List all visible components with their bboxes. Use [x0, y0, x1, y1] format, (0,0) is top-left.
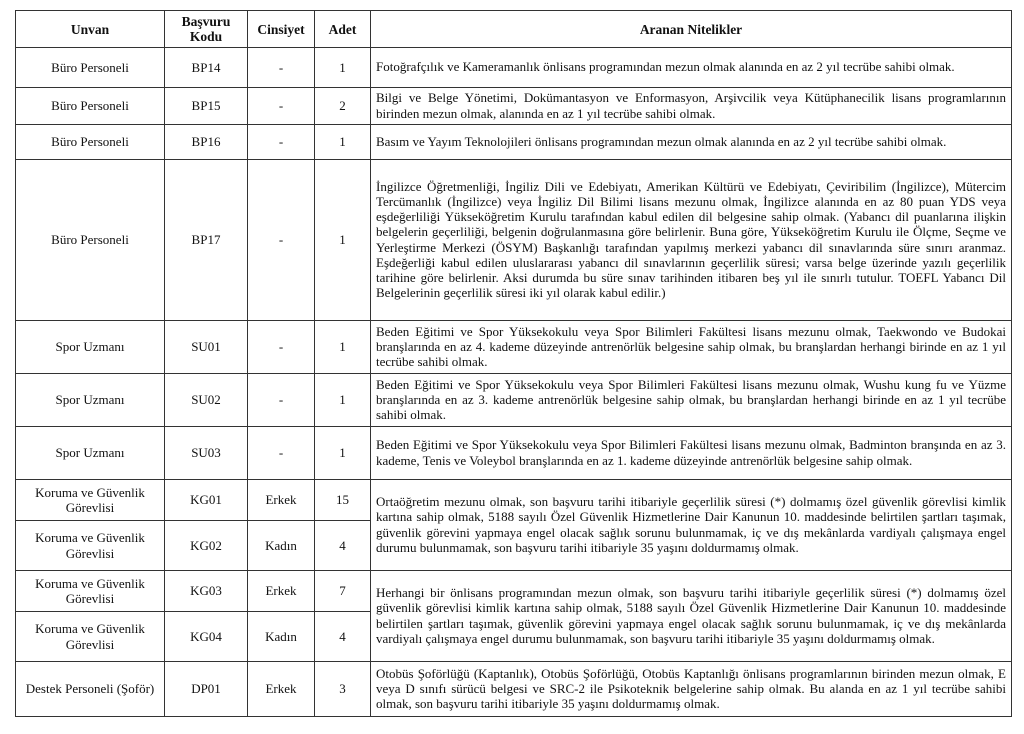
cell-kod: KG04 — [165, 612, 248, 662]
cell-cinsiyet: - — [248, 160, 315, 321]
cell-cinsiyet: - — [248, 125, 315, 160]
cell-unvan: Büro Personeli — [16, 48, 165, 88]
cell-adet: 15 — [315, 480, 371, 521]
cell-adet: 1 — [315, 374, 371, 427]
cell-nitelik: Beden Eğitimi ve Spor Yüksekokulu veya Spor Bilimleri Fakültesi lisans mezunu olmak, Wushu kung fu ve Yüzme branşlarında en az 3. kademe antrenörlük belgesine sahip olmak, bu branşlardan herhangi birinde en az 1 yıl tecrübe sahibi olmak. — [371, 374, 1012, 427]
cell-nitelik-merged: Ortaöğretim mezunu olmak, son başvuru tarihi itibariyle geçerlilik süresi (*) dolmamış özel güvenlik görevlisi kimlik kartına sahip olmak, 5188 sayılı Özel Güvenlik Hizmetlerine Dair Kanunun 10. maddesinde belirtilen şartları taşımak, güvenlik görevini yapmaya engel olacak sağlık sorunu bulunmamak, iç ve dış mekânlarda vardiyalı çalışmaya engel durumu bulunmamak, son başvuru tarihi itibariyle 35 yaşını doldurmamış olmak. — [371, 480, 1012, 571]
cell-adet: 7 — [315, 571, 371, 612]
table-row — [16, 88, 1012, 125]
cell-nitelik: Beden Eğitimi ve Spor Yüksekokulu veya Spor Bilimleri Fakültesi lisans mezunu olmak, Taekwondo ve Budokai branşlarında en az 4. kademe düzeyinde antrenörlük belgesine sahip olmak, bu branşlardan herhangi birinde en az 1 yıl tecrübe sahibi olmak. — [371, 321, 1012, 374]
cell-unvan: Koruma ve Güvenlik Görevlisi — [16, 612, 165, 662]
cell-kod: SU02 — [165, 374, 248, 427]
cell-cinsiyet: - — [248, 321, 315, 374]
cell-cinsiyet: - — [248, 88, 315, 125]
cell-cinsiyet: Erkek — [248, 480, 315, 521]
cell-kod: SU01 — [165, 321, 248, 374]
table-row — [16, 160, 1012, 321]
cell-nitelik: Beden Eğitimi ve Spor Yüksekokulu veya Spor Bilimleri Fakültesi lisans mezunu olmak, Badminton branşında en az 3. kademe, Tenis ve Voleybol branşlarında en az 1. kademe düzeyinde antrenörlük belgesine sahip olmak. — [371, 427, 1012, 480]
cell-unvan: Spor Uzmanı — [16, 321, 165, 374]
cell-kod: BP15 — [165, 88, 248, 125]
cell-cinsiyet: - — [248, 374, 315, 427]
cell-adet: 1 — [315, 160, 371, 321]
table-row — [16, 571, 1012, 612]
cell-cinsiyet: Kadın — [248, 521, 315, 571]
positions-table — [15, 10, 1012, 717]
cell-kod: KG03 — [165, 571, 248, 612]
cell-unvan: Destek Personeli (Şoför) — [16, 662, 165, 717]
cell-nitelik: Bilgi ve Belge Yönetimi, Dokümantasyon ve Enformasyon, Arşivcilik veya Kütüphanecilik lisans programlarının birinden mezun olmak, alanında en az 1 yıl tecrübe sahibi olmak. — [371, 88, 1012, 125]
cell-nitelik: İngilizce Öğretmenliği, İngiliz Dili ve Edebiyatı, Amerikan Kültürü ve Edebiyatı, Çeviribilim (İngilizce), Mütercim Tercümanlık (İngilizce) veya İngiliz Dil Bilimi lisans mezunu olmak, İngilizce alanında en az 80 puan YDS veya eşdeğerliliği Yükseköğretim Kurulu tarafından kabul edilen dil belgesine sahip olmak. (Yabancı dil puanlarına ilişkin belgelerin geçerliliği, belgenin doğrulanmasına göre belirlenir. Buna göre, Yükseköğretim Kurulu ile Ölçme, Seçme ve Yerleştirme Merkezi (ÖSYM) Başkanlığı tarafından yapılmış merkezi yabancı dil sınavlarında süre sınırı aranmaz. Eşdeğerliği kabul edilen uluslararası yabancı dil sınavlarının geçerlilik süresi; varsa belge üzerinde yazılı geçerlilik tarihine göre belirlenir. Aksi durumda bu süre sınav tarihinden itibaren beş yıl ile sınırlı tutulur. TOEFL Yabancı Dil Belgelerinin geçerlilik süresi iki yıl olarak kabul edilir.) — [371, 160, 1012, 321]
cell-adet: 1 — [315, 125, 371, 160]
positions-table-wrapper — [15, 10, 1011, 717]
cell-kod: DP01 — [165, 662, 248, 717]
table-row — [16, 321, 1012, 374]
cell-nitelik: Otobüs Şoförlüğü (Kaptanlık), Otobüs Şoförlüğü, Otobüs Kaptanlığı önlisans programlarının birinden mezun olmak, E veya D sınıfı sürücü belgesi ve SRC-2 ile Psikoteknik belgelerine sahip olmak. Bu alanda en az 1 yıl tecrübe sahibi olmak, son başvuru tarihi itibariyle 35 yaşını doldurmamış olmak. — [371, 662, 1012, 717]
table-row — [16, 125, 1012, 160]
cell-cinsiyet: Erkek — [248, 662, 315, 717]
cell-unvan: Koruma ve Güvenlik Görevlisi — [16, 571, 165, 612]
header-basvuru-kodu: Başvuru Kodu — [165, 11, 248, 48]
table-row — [16, 374, 1012, 427]
header-adet: Adet — [315, 11, 371, 48]
cell-kod: KG01 — [165, 480, 248, 521]
header-unvan: Unvan — [16, 11, 165, 48]
table-row — [16, 48, 1012, 88]
cell-kod: BP14 — [165, 48, 248, 88]
cell-kod: BP17 — [165, 160, 248, 321]
header-cinsiyet: Cinsiyet — [248, 11, 315, 48]
cell-adet: 4 — [315, 612, 371, 662]
cell-cinsiyet: - — [248, 48, 315, 88]
cell-nitelik: Basım ve Yayım Teknolojileri önlisans programından mezun olmak alanında en az 2 yıl tecrübe sahibi olmak. — [371, 125, 1012, 160]
cell-kod: KG02 — [165, 521, 248, 571]
cell-unvan: Büro Personeli — [16, 125, 165, 160]
cell-unvan: Büro Personeli — [16, 88, 165, 125]
cell-adet: 3 — [315, 662, 371, 717]
cell-kod: SU03 — [165, 427, 248, 480]
cell-unvan: Koruma ve Güvenlik Görevlisi — [16, 521, 165, 571]
table-row — [16, 662, 1012, 717]
cell-unvan: Spor Uzmanı — [16, 374, 165, 427]
header-aranan-nitelikler: Aranan Nitelikler — [371, 11, 1012, 48]
table-row — [16, 480, 1012, 521]
cell-cinsiyet: - — [248, 427, 315, 480]
cell-unvan: Koruma ve Güvenlik Görevlisi — [16, 480, 165, 521]
cell-cinsiyet: Kadın — [248, 612, 315, 662]
cell-adet: 2 — [315, 88, 371, 125]
cell-kod: BP16 — [165, 125, 248, 160]
cell-adet: 4 — [315, 521, 371, 571]
table-header-row — [16, 11, 1012, 48]
cell-cinsiyet: Erkek — [248, 571, 315, 612]
table-row — [16, 427, 1012, 480]
cell-nitelik-merged: Herhangi bir önlisans programından mezun olmak, son başvuru tarihi itibariyle geçerlilik süresi (*) dolmamış özel güvenlik görevlisi kimlik kartına sahip olmak, 5188 sayılı Özel Güvenlik Hizmetlerine Dair Kanunun 10. maddesinde belirtilen şartları taşımak, güvenlik görevini yapmaya engel olacak sağlık sorunu bulunmamak, iç ve dış mekânlarda vardiyalı çalışmaya engel durumu bulunmamak, son başvuru tarihi itibariyle 35 yaşını doldurmamış olmak. — [371, 571, 1012, 662]
cell-unvan: Spor Uzmanı — [16, 427, 165, 480]
cell-adet: 1 — [315, 321, 371, 374]
cell-unvan: Büro Personeli — [16, 160, 165, 321]
cell-adet: 1 — [315, 427, 371, 480]
cell-adet: 1 — [315, 48, 371, 88]
cell-nitelik: Fotoğrafçılık ve Kameramanlık önlisans programından mezun olmak alanında en az 2 yıl tecrübe sahibi olmak. — [371, 48, 1012, 88]
